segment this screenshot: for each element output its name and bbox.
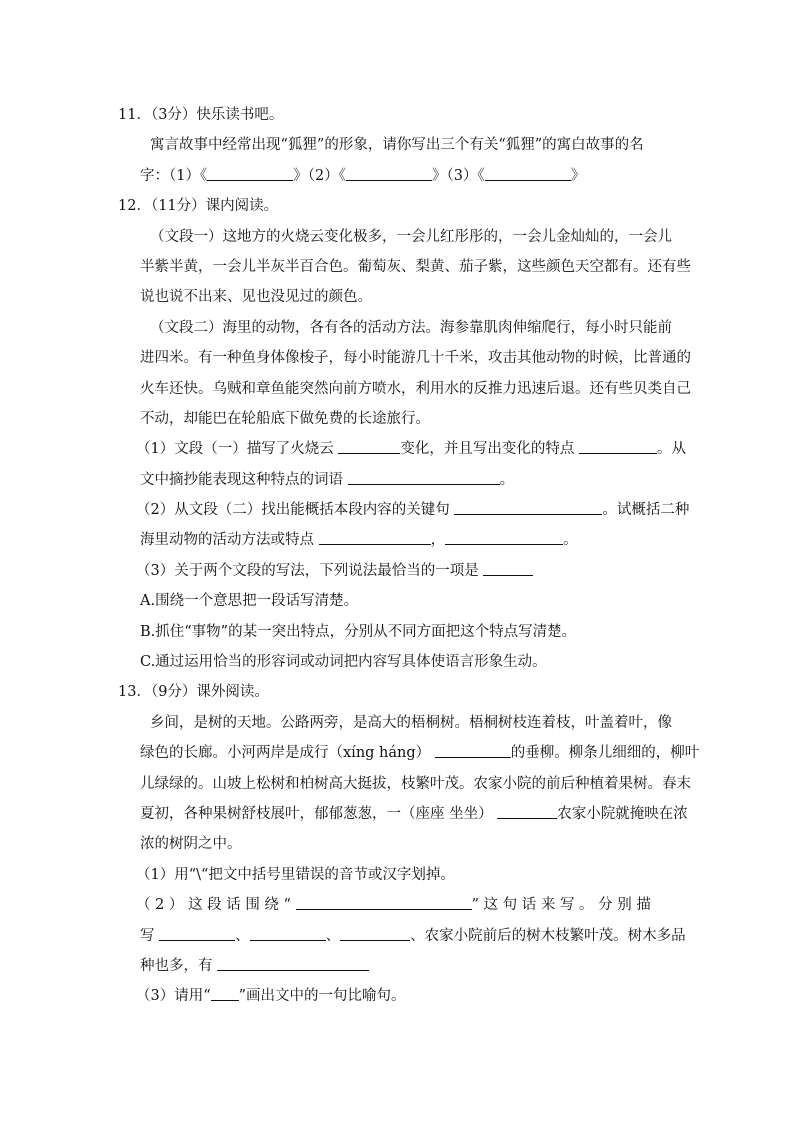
q12-sq2-blank-3[interactable]	[445, 530, 563, 545]
q12-sq2-text-d: ，	[430, 532, 446, 549]
q13-sq2-text-b: ”这句话来写。分别描	[471, 897, 656, 914]
q11-answer-blank-1[interactable]	[207, 166, 293, 181]
q12-subquestion3	[118, 556, 678, 586]
q12-sq2-blank-2[interactable]	[319, 530, 431, 545]
q13-p4-text-a: 夏初，各种果树舒枝展叶，郁郁葱葱，一（座座 坐坐）	[140, 805, 493, 822]
q12-passage2-line2: 进四米。有一种鱼身体像梭子，每小时能游几十千米，攻击其他动物的时候，比普通的	[140, 350, 691, 367]
q13-subquestion2-line2	[118, 921, 686, 951]
q13-sq2-text-g: 种也多，有	[140, 957, 213, 974]
q13-sq2-blank-5[interactable]	[217, 956, 369, 971]
q12-sq1-text-a: （1）文段（一）描写了火烧云	[136, 441, 334, 458]
q11-prompt-part3: 》（3）《	[431, 167, 485, 184]
q13-subquestion3	[118, 981, 678, 1011]
q12-passage1-line2: 半紫半黄，一会儿半灰半百合色。葡萄灰、梨黄、茄子紫，这些颜色天空都有。还有些	[140, 258, 691, 275]
q12-subquestion1-line1	[118, 434, 686, 464]
q12-sq1-blank-3[interactable]	[348, 470, 500, 485]
q13-sq3-text-b: ”画出文中的一句比喻句。	[238, 988, 406, 1005]
q13-subquestion2-line1	[118, 890, 678, 920]
q13-sq2-text-f: 、农家小院前后的树木枝繁叶茂。树木多品	[410, 927, 686, 944]
q13-sq2-blank-4[interactable]	[340, 926, 410, 941]
q12-sq2-text-c: 海里动物的活动方法或特点	[140, 532, 314, 549]
q11-answer-blank-3[interactable]	[485, 166, 571, 181]
q12-sq1-blank-1[interactable]	[338, 439, 400, 454]
q13-subquestion1: （1）用“\“把文中括号里错误的音节或汉字划掉。	[136, 866, 455, 883]
q11-prompt-part2: 》（2）《	[293, 167, 346, 184]
q13-passage-line5: 浓的树阴之中。	[140, 836, 242, 853]
q12-option-b: B.抓住“事物”的某一突出特点，分别从不同方面把这个特点写清楚。	[140, 623, 577, 640]
q12-passage1-line1: （文段一）这地方的火烧云变化极多，一会儿红彤彤的，一会儿金灿灿的，一会儿	[150, 228, 672, 245]
q12-subquestion1-line2	[118, 465, 678, 495]
q12-sq2-text-b: 。试概括二种	[602, 502, 690, 519]
q12-option-c: C.通过运用恰当的形容词或动词把内容写具体使语言形象生动。	[140, 654, 547, 671]
q13-sq2-text-c: 写	[140, 927, 155, 944]
q12-subquestion2-line2	[118, 525, 678, 555]
q12-sq1-text-e: 。	[499, 471, 515, 488]
q13-p4-text-b: 农家小院就掩映在浓	[557, 805, 688, 822]
q12-sq3-text: （3）关于两个文段的写法，下列说法最恰当的一项是	[136, 562, 479, 579]
q12-sq1-blank-2[interactable]	[579, 439, 657, 454]
q13-passage-line4	[118, 799, 688, 829]
q12-sq1-text-c: 。从	[656, 441, 686, 458]
q13-p4-blank[interactable]	[497, 804, 557, 819]
q11-prompt-line1: 寓言故事中经常出现“狐狸”的形象，请你写出三个有关“狐狸”的寓白故事的名	[150, 137, 644, 154]
q13-passage-line1: 乡间，是树的天地。公路两旁，是高大的梧桐树。梧桐树枝连着枝，叶盖着叶，像	[150, 714, 672, 731]
q13-subquestion2-line3	[118, 951, 678, 981]
q12-sq3-blank[interactable]	[483, 561, 533, 576]
q12-sq1-text-d: 文中摘抄能表现这种特点的词语	[140, 471, 343, 488]
q11-prompt-part4: 》	[570, 167, 586, 184]
q12-sq2-text-e: 。	[563, 532, 578, 549]
q11-answer-blank-2[interactable]	[346, 166, 432, 181]
q13-sq3-underline-sample	[211, 986, 239, 1001]
q12-passage2-line3: 火车还快。乌贼和章鱼能突然向前方喷水，利用水的反推力迅速后退。还有些贝类自己	[140, 380, 691, 397]
q13-p2-text-a: 绿色的长廊。小河两岸是成行（xíng háng）	[140, 745, 431, 762]
q13-sq2-blank-1[interactable]	[296, 895, 472, 910]
q12-option-a: A.围绕一个意思把一段话写清楚。	[140, 593, 359, 610]
q12-passage2-line1: （文段二）海里的动物，各有各的活动方法。海参靠肌肉伸缩爬行，每小时只能前	[150, 319, 672, 336]
q12-title: 12．（11分）课内阅读。	[118, 198, 279, 215]
q12-subquestion2-line1	[118, 495, 690, 525]
q13-passage-line3: 儿绿绿的。山坡上松树和柏树高大挺拔，枝繁叶茂。农家小院的前后种植着果树。春末	[140, 775, 691, 792]
q13-sq2-text-a: （2）这段话围绕“	[136, 897, 296, 914]
q13-p2-blank[interactable]	[435, 743, 511, 758]
q13-sq2-text-e: 、	[325, 927, 341, 944]
q13-sq3-text-a: （3）请用“	[136, 988, 211, 1005]
q13-sq2-blank-3[interactable]	[250, 926, 326, 941]
q11-title: 11．（3分）快乐读书吧。	[118, 107, 284, 123]
q11-prompt-line2	[118, 161, 678, 191]
q13-p2-text-b: 的垂柳。柳条儿细细的，柳叶	[510, 745, 700, 762]
page-content	[118, 100, 700, 1012]
q12-sq2-text-a: （2）从文段（二）找出能概括本段内容的关键句	[136, 502, 450, 519]
q13-sq2-text-d: 、	[235, 927, 250, 944]
q13-sq2-blank-2[interactable]	[159, 926, 235, 941]
q13-passage-line2	[118, 738, 700, 768]
q12-passage1-line3: 说也说不出来、见也没见过的颜色。	[140, 289, 372, 306]
q12-sq1-text-b: 变化，并且写出变化的特点	[400, 441, 575, 458]
q13-title: 13．（9分）课外阅读。	[118, 684, 269, 701]
q12-sq2-blank-1[interactable]	[454, 500, 602, 515]
q11-prompt-part1: 字：（1）《	[140, 167, 208, 184]
q12-passage2-line4: 不动，却能巴在轮船底下做免费的长途旅行。	[140, 410, 430, 427]
